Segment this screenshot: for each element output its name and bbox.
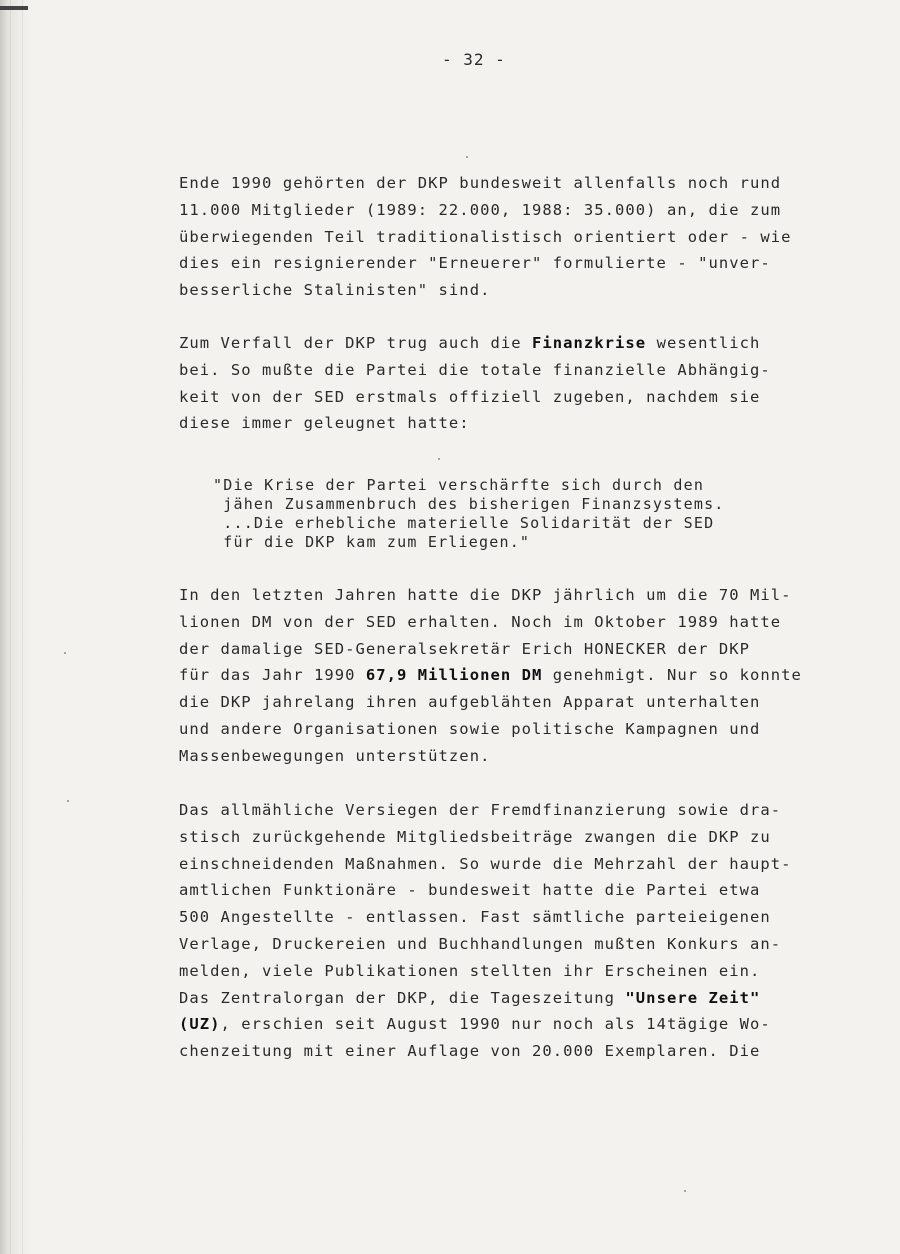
- text-line: lionen DM von der SED erhalten. Noch im Oktober 1989 hatte: [179, 612, 782, 631]
- text-line: Das allmähliche Versiegen der Fremdfinanzierung sowie dra-: [179, 801, 782, 819]
- quote-line: jähen Zusammenbruch des bisherigen Finanzsystems.: [213, 495, 725, 513]
- block-quote: [213, 476, 725, 552]
- text-run: genehmigt. Nur so konnte: [542, 666, 802, 685]
- bold-newspaper-title: "Unsere Zeit": [625, 988, 761, 1007]
- text-line: Verlage, Druckereien und Buchhandlungen mußten Konkurs an-: [179, 934, 782, 953]
- quote-line: "Die Krise der Partei verschärfte sich durch den: [213, 476, 705, 494]
- quote-line: für die DKP kam zum Erliegen.": [213, 533, 531, 551]
- text-line: [179, 1011, 792, 1038]
- paragraph-cutbacks: [179, 797, 792, 1065]
- text-line: Massenbewegungen unterstützen.: [179, 746, 491, 765]
- text-line: [179, 662, 802, 689]
- text-line: bei. So mußte die Partei die totale finanzielle Abhängig-: [179, 360, 771, 379]
- text-line: [179, 330, 771, 357]
- text-line: amtlichen Funktionäre - bundesweit hatte die Partei etwa: [179, 881, 761, 900]
- bold-term-finanzkrise: Finanzkrise: [531, 334, 647, 352]
- text-line: keit von der SED erstmals offiziell zugeben, nachdem sie: [179, 387, 761, 406]
- text-line: diese immer geleugnet hatte:: [179, 414, 470, 433]
- text-line: einschneidenden Maßnahmen. So wurde die Mehrzahl der haupt-: [179, 854, 792, 873]
- scan-speck: [438, 458, 440, 460]
- text-line: und andere Organisationen sowie politische Kampagnen und: [179, 719, 761, 738]
- quote-line: ...Die erhebliche materielle Solidarität der SED: [213, 514, 715, 532]
- text-line: 500 Angestellte - entlassen. Fast sämtliche parteieigenen: [179, 908, 771, 927]
- bold-amount: 67,9 Millionen DM: [365, 666, 543, 685]
- text-line: 11.000 Mitglieder (1989: 22.000, 1988: 35.000) an, die zum: [179, 200, 782, 219]
- text-line: In den letzten Jahren hatte die DKP jährlich um die 70 Mil-: [179, 586, 792, 604]
- paragraph-sed-funding: [179, 582, 802, 770]
- text-line: [179, 985, 792, 1012]
- text-run: Zum Verfall der DKP trug auch die: [179, 334, 532, 352]
- text-line: besserliche Stalinisten" sind.: [179, 281, 491, 300]
- text-line: dies ein resignierender "Erneuerer" formulierte - "unver-: [179, 254, 771, 273]
- scan-speck: [64, 652, 66, 654]
- page-number: - 32 -: [442, 50, 506, 69]
- text-run: Das Zentralorgan der DKP, die Tageszeitung: [179, 988, 626, 1007]
- text-line: überwiegenden Teil traditionalistisch orientiert oder - wie: [179, 227, 792, 246]
- text-line: die DKP jahrelang ihren aufgeblähten Apparat unterhalten: [179, 693, 761, 712]
- scan-speck: [684, 1190, 686, 1192]
- text-run: , erschien seit August 1990 nur noch als 14tägige Wo-: [220, 1015, 771, 1034]
- scan-speck: [67, 800, 69, 802]
- text-run: wesentlich: [646, 334, 761, 352]
- bold-newspaper-abbrev: (UZ): [179, 1015, 221, 1034]
- scan-speck: [466, 156, 468, 158]
- scan-binding-edge: [0, 0, 34, 1254]
- text-line: chenzeitung mit einer Auflage von 20.000 Exemplaren. Die: [179, 1042, 761, 1061]
- text-line: Ende 1990 gehörten der DKP bundesweit allenfalls noch rund: [179, 174, 782, 192]
- paragraph-finance-crisis: [179, 330, 771, 437]
- scan-corner-mark: [0, 6, 28, 10]
- text-line: melden, viele Publikationen stellten ihr Erscheinen ein.: [179, 961, 761, 980]
- text-line: der damalige SED-Generalsekretär Erich HONECKER der DKP: [179, 639, 750, 658]
- text-run: für das Jahr 1990: [179, 666, 366, 685]
- paragraph-membership: [179, 170, 792, 304]
- text-line: stisch zurückgehende Mitgliedsbeiträge zwangen die DKP zu: [179, 827, 771, 846]
